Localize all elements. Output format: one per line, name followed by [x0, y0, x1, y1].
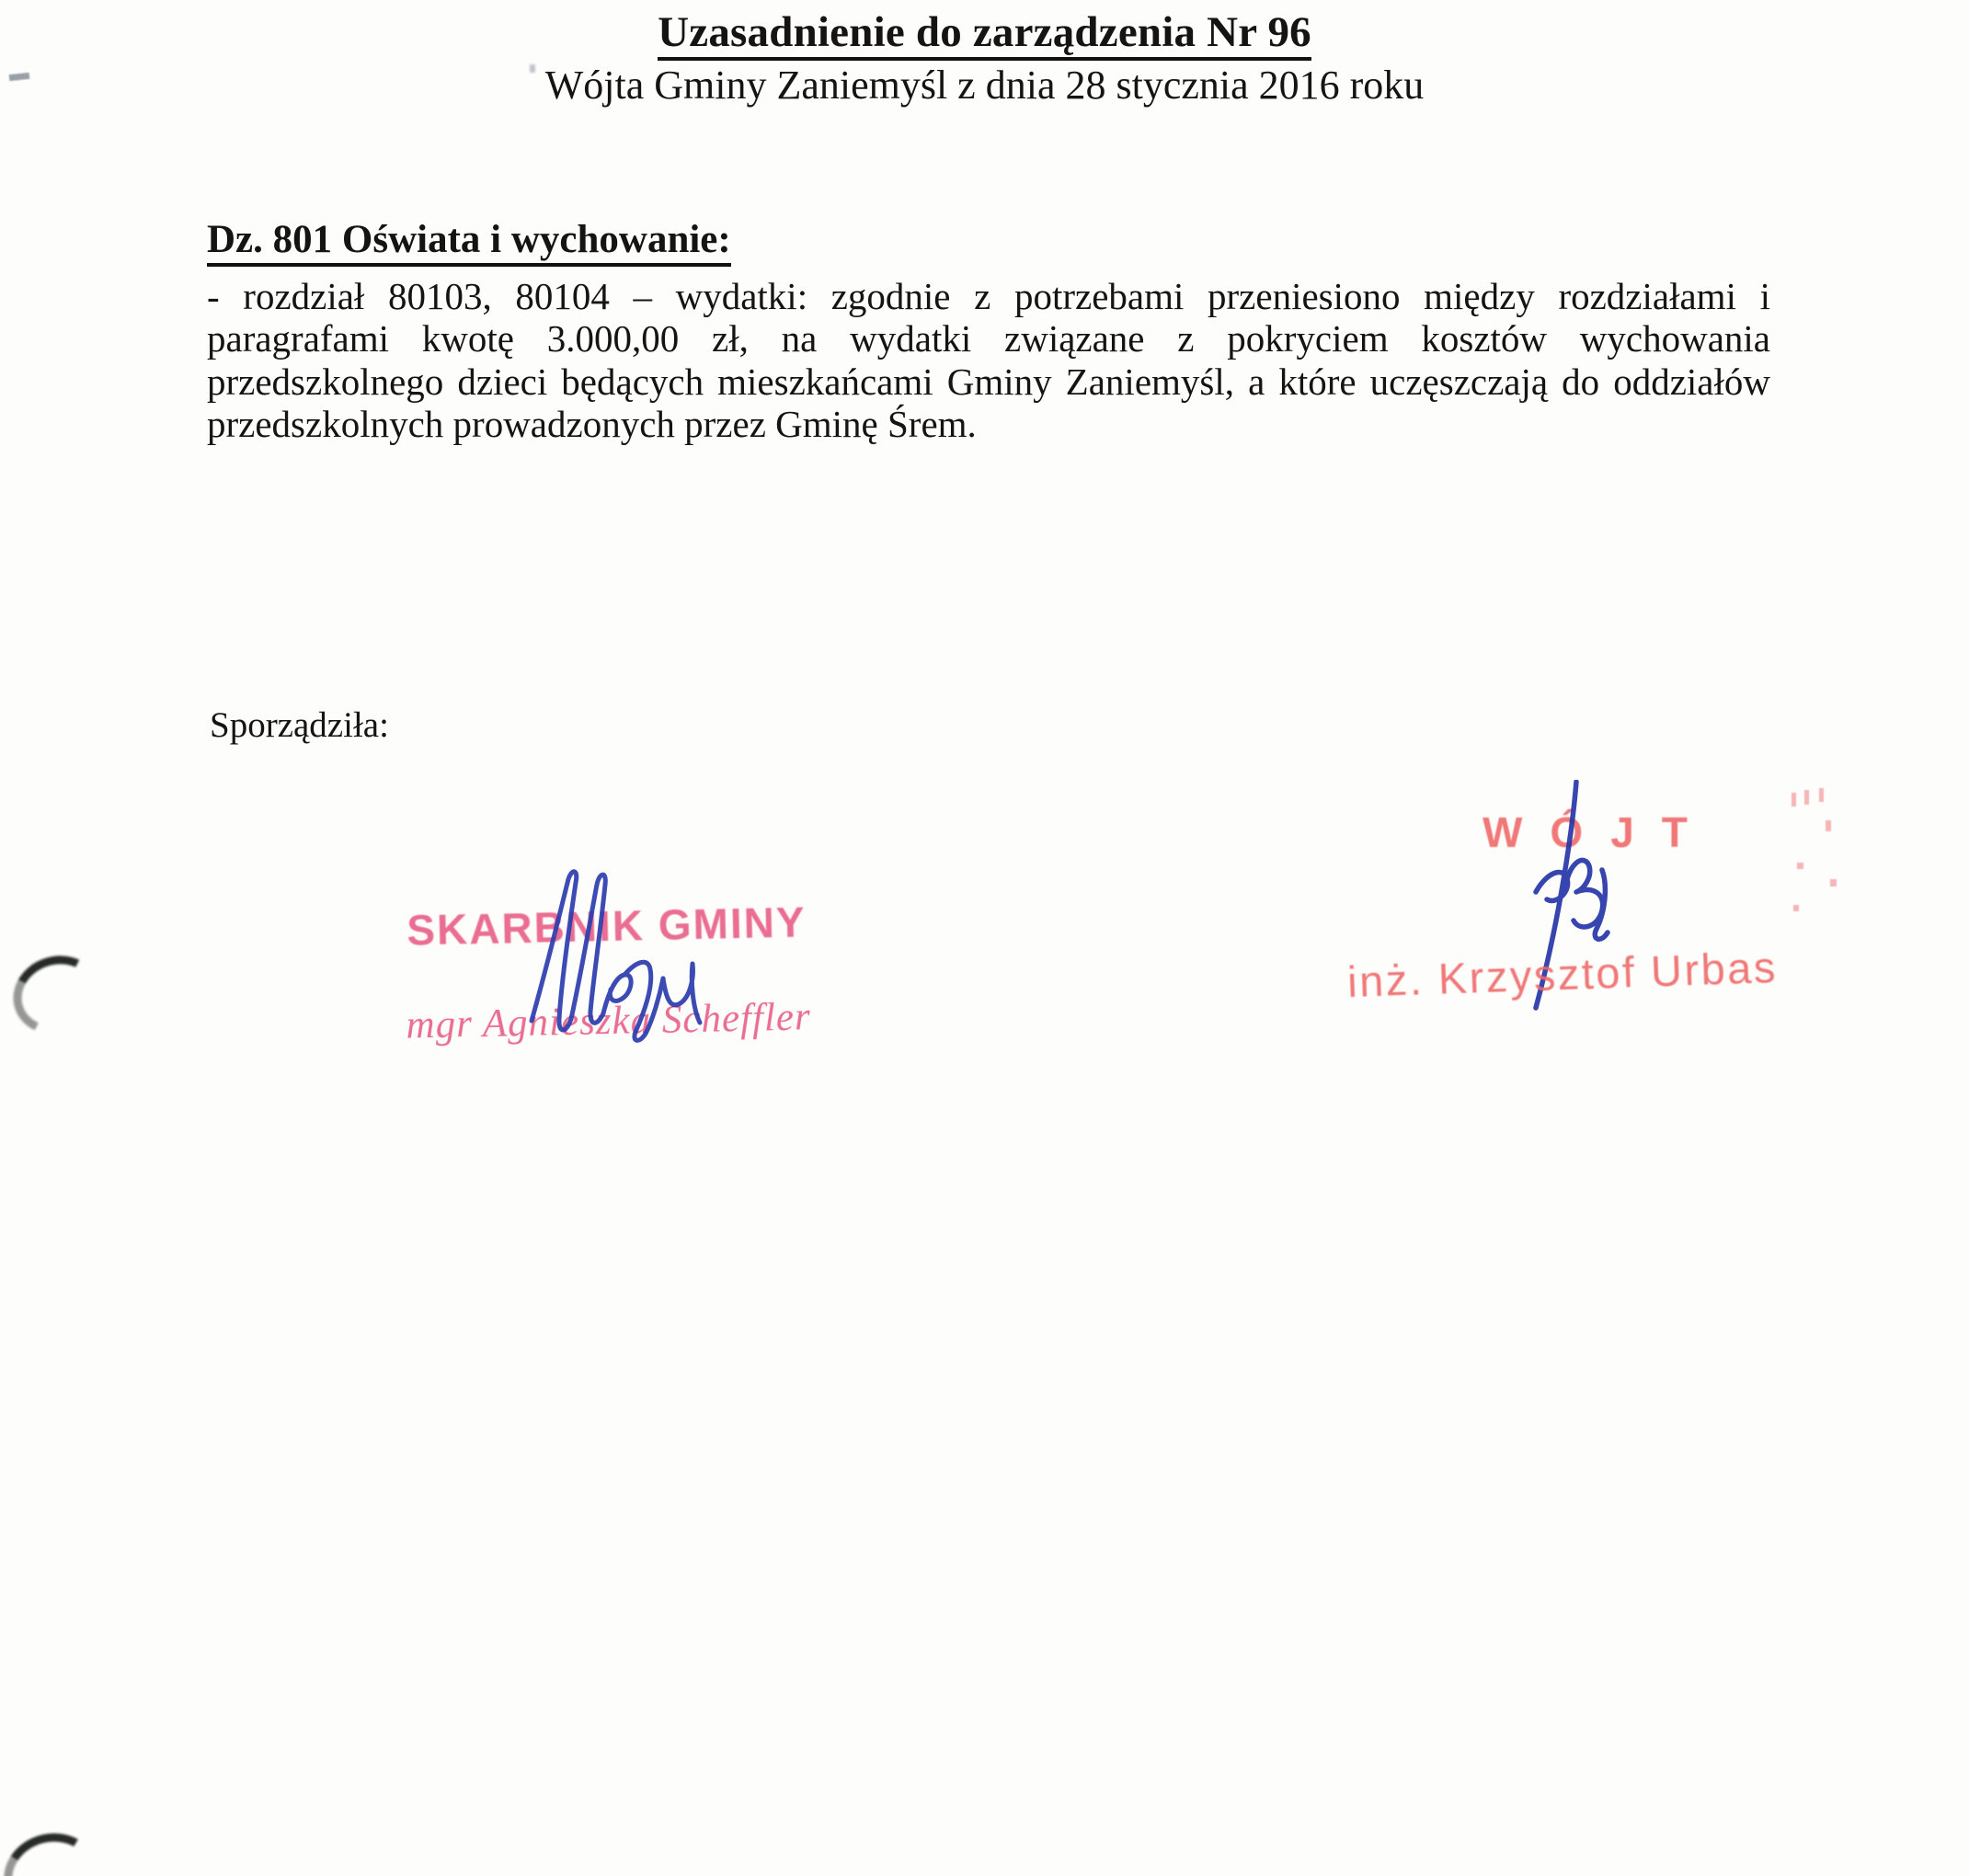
budget-section — [207, 217, 1770, 445]
stamp-fragment-mark — [1792, 793, 1796, 806]
treasurer-stamp-title: SKARBNIK GMINY — [406, 898, 807, 955]
mayor-stamp-title: WÓJT — [1482, 808, 1715, 856]
treasurer-stamp-name: mgr Agnieszka Scheffler — [406, 995, 812, 1047]
section-heading — [207, 217, 1770, 262]
stamp-fragment-mark — [1826, 820, 1831, 831]
document-header — [0, 9, 1969, 108]
stamp-fragment-mark — [1830, 879, 1837, 887]
stamp-fragment-mark — [1797, 863, 1803, 869]
stamp-fragment-mark — [1793, 905, 1799, 911]
punch-hole-shadow — [0, 1824, 109, 1876]
document-subtitle: Wójta Gminy Zaniemyśl z dnia 28 stycznia 2016 roku — [544, 62, 1425, 108]
document-title-text: Uzasadnienie do zarządzenia Nr 96 — [658, 8, 1311, 61]
treasurer-signature — [511, 866, 727, 1050]
stamp-fragment-mark — [1819, 788, 1824, 802]
document-title — [0, 9, 1969, 57]
prepared-by-label: Sporządziła: — [210, 705, 389, 745]
punch-hole-shadow — [3, 944, 110, 1046]
scan-artifact-dot — [530, 64, 535, 73]
section-heading-text: Dz. 801 Oświata i wychowanie: — [207, 218, 731, 267]
section-paragraph: - rozdział 80103, 80104 – wydatki: zgodnie z potrzebami przeniesiono między rozdziałami i paragrafami kwotę 3.000,00 zł, na wydatki związane z pokryciem kosztów wychowania przedszkolnego dzieci będących mieszkańcami Gminy Zaniemyśl, a które uczęszczają do oddziałów przedszkolnych prowadzonych przez Gminę Śrem. — [207, 275, 1770, 445]
mayor-stamp-name: inż. Krzysztof Urbas — [1346, 942, 1779, 1007]
stamp-fragment-mark — [1804, 790, 1809, 805]
